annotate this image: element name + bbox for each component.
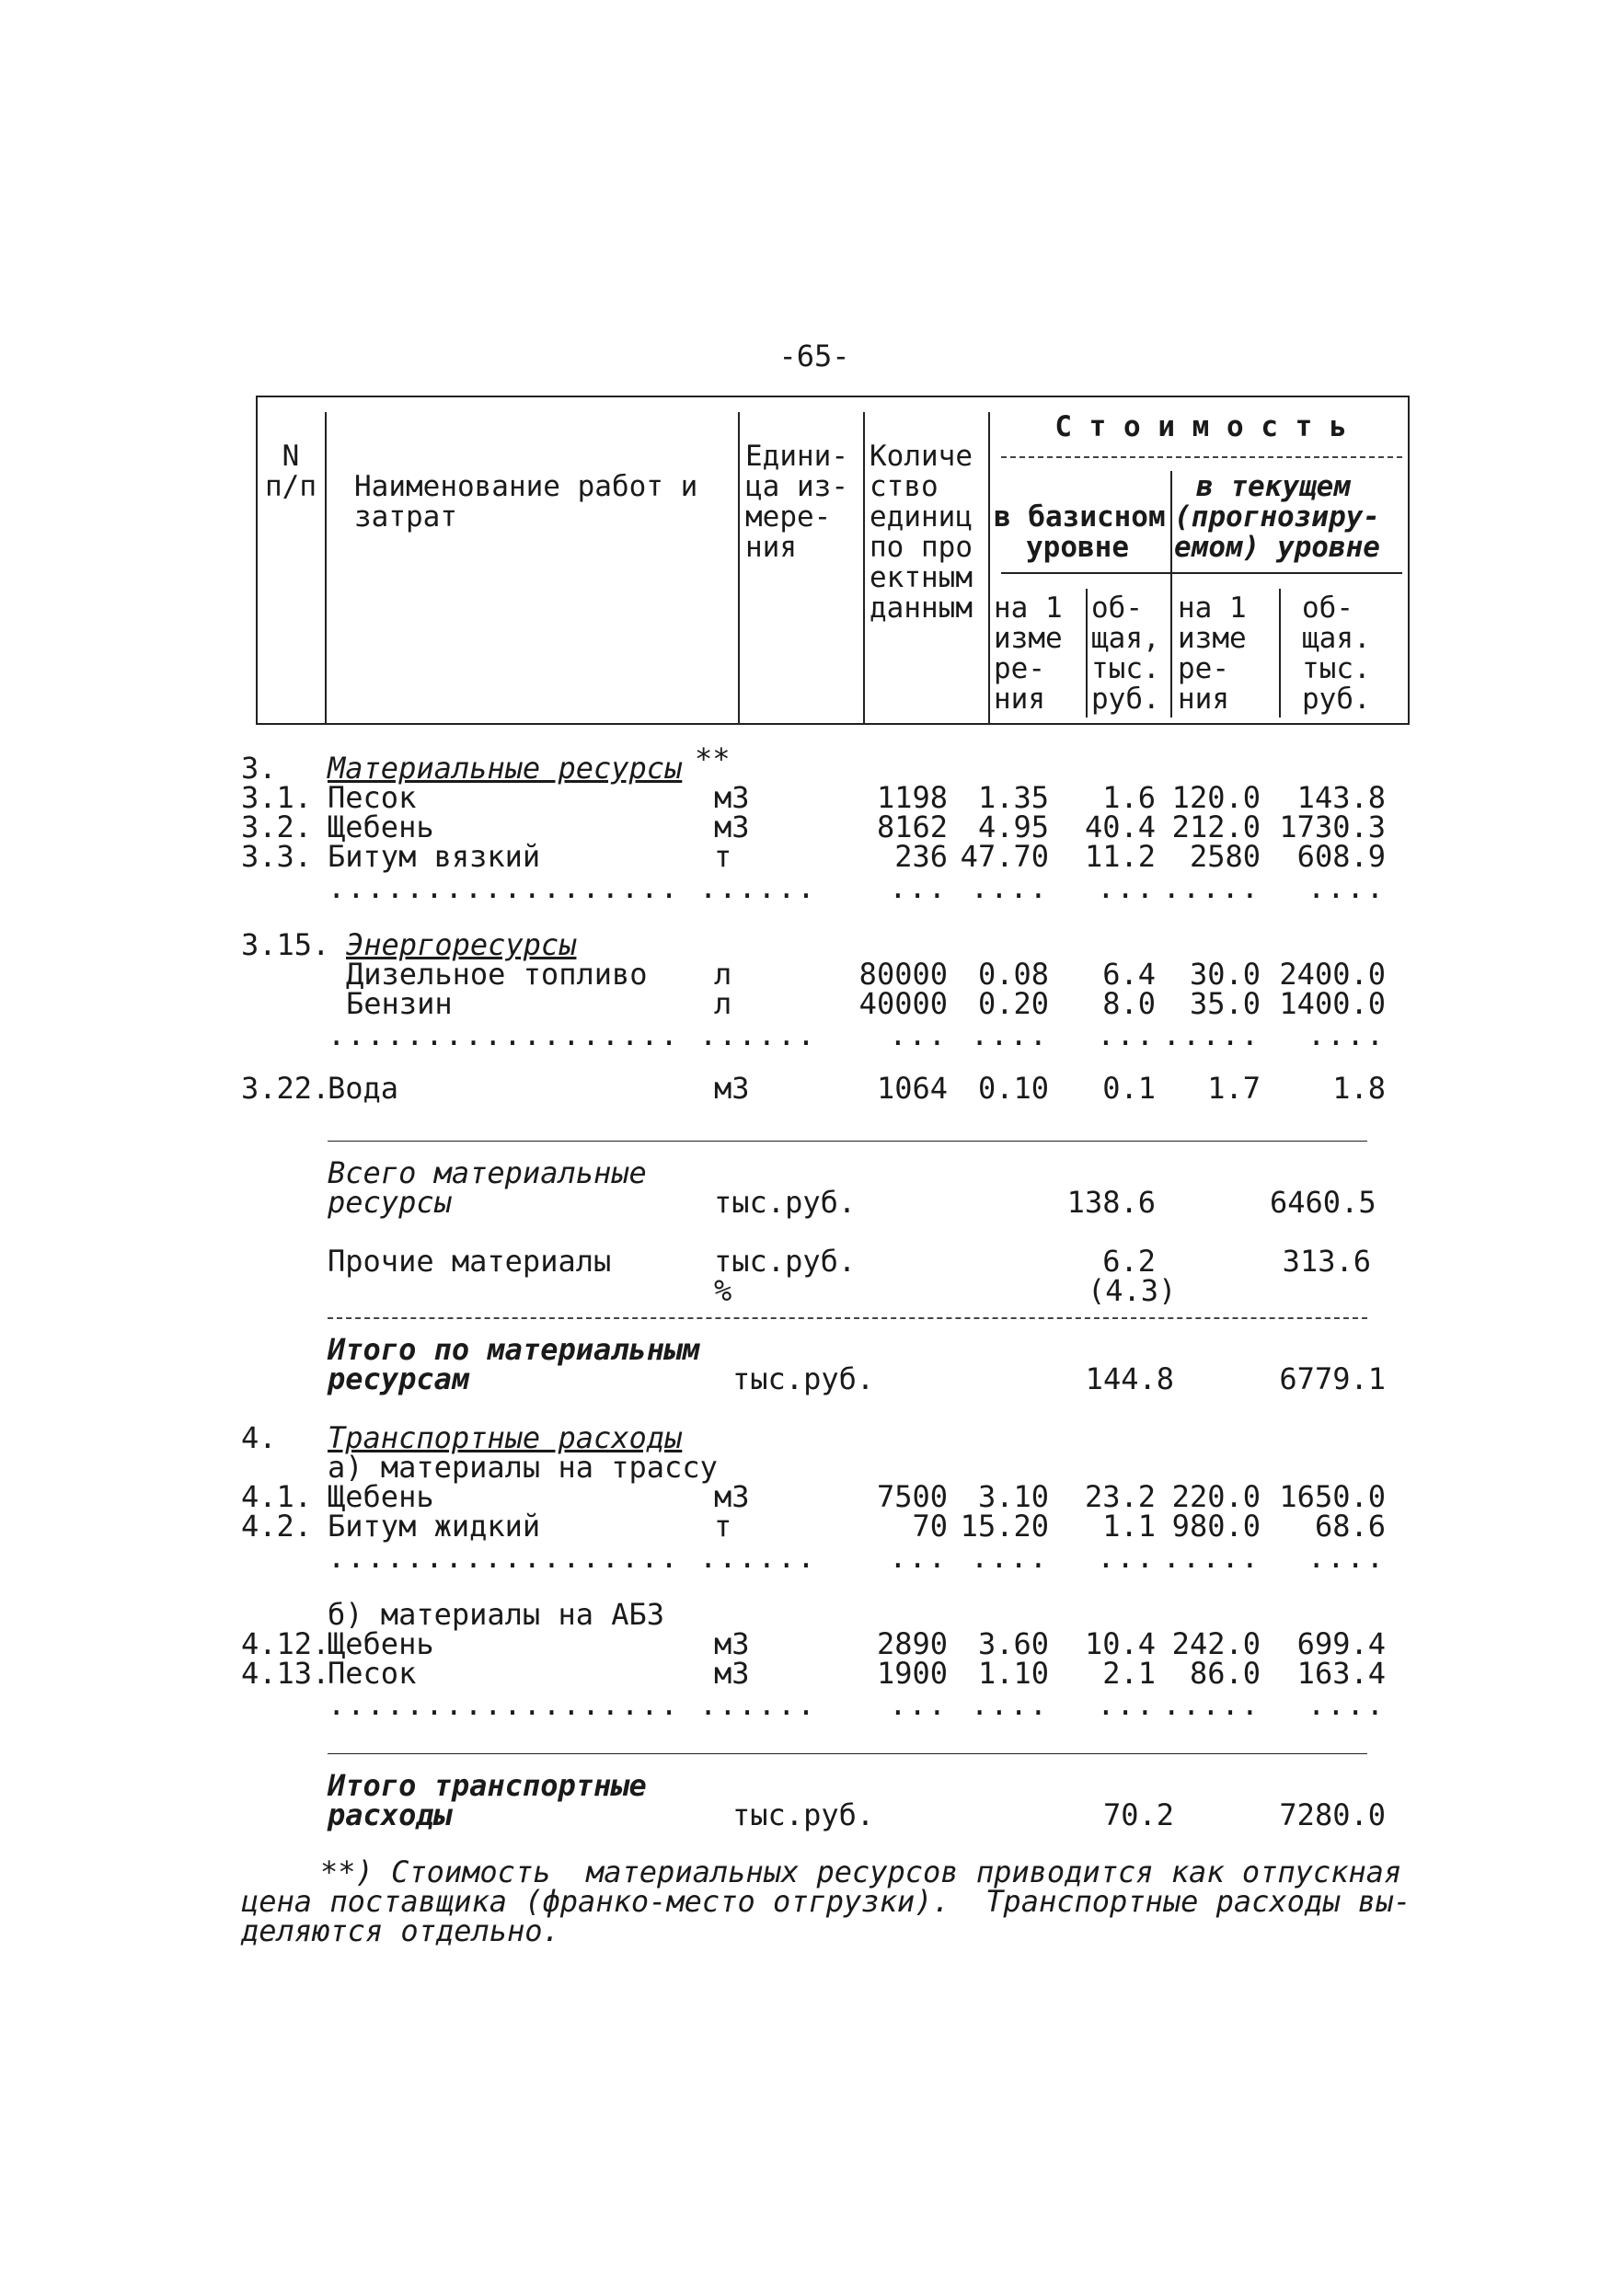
dots-qty: ...	[889, 1540, 948, 1575]
row-total-cur: 143.8	[1296, 780, 1386, 815]
row-price-base: 0.10	[977, 1071, 1049, 1106]
hdr-cur-1: в текущем	[1196, 470, 1351, 503]
hdr-num-1: N	[282, 440, 300, 473]
row-unit: м3	[714, 1071, 750, 1106]
itogo-transport-label-1: Итого транспортные	[328, 1768, 647, 1803]
itogo-materials-base: 144.8	[1085, 1361, 1174, 1396]
row-num: 3.	[241, 751, 277, 786]
row-unit: **	[695, 741, 731, 776]
dots-t2: ....	[1307, 1540, 1386, 1575]
col-divider	[1170, 471, 1172, 718]
row-total-base: 11.2	[1084, 839, 1156, 874]
hdr-qty-2: ство	[870, 470, 939, 503]
col-divider	[1279, 589, 1281, 718]
divider	[328, 1753, 1367, 1754]
row-total-base: 23.2	[1084, 1479, 1156, 1514]
row-price-base: 1.10	[977, 1656, 1049, 1691]
row-divider	[1001, 572, 1402, 574]
itogo-materials-label-1: Итого по материальным	[328, 1332, 700, 1367]
dots-t1: ...	[1097, 1017, 1156, 1052]
row-unit: т	[714, 839, 732, 874]
divider	[328, 1317, 1367, 1319]
row-total-cur: 1400.0	[1279, 986, 1386, 1021]
dots-unit: ......	[699, 1540, 817, 1575]
itogo-transport-unit: тыс.руб.	[732, 1797, 875, 1832]
hdr-unit-4: ния	[745, 531, 797, 564]
row-qty: 40000	[858, 986, 948, 1021]
hdr-p1-1: на 1	[994, 591, 1063, 625]
transport-num: 4.	[241, 1420, 277, 1455]
row-name: Материальные ресурсы	[328, 751, 683, 786]
dots-p1: ....	[970, 1687, 1049, 1722]
col-divider	[988, 412, 990, 723]
hdr-p1-2: изме	[994, 622, 1063, 655]
row-total-cur: 2400.0	[1279, 957, 1386, 992]
col-divider	[325, 412, 327, 723]
other-materials-unit: тыс.руб.	[714, 1244, 857, 1279]
hdr-t1-1: об-	[1091, 591, 1143, 625]
row-name: Дизельное топливо	[346, 957, 648, 992]
row-qty: 1064	[876, 1071, 948, 1106]
row-price-cur: 86.0	[1189, 1656, 1261, 1691]
row-qty: 70	[912, 1509, 948, 1544]
dots-p1: ....	[970, 1017, 1049, 1052]
total-materials-label-2: ресурсы	[328, 1185, 452, 1220]
other-materials-base: 6.2	[1102, 1244, 1156, 1279]
col-divider	[1086, 589, 1088, 718]
row-price-cur: 220.0	[1171, 1479, 1261, 1514]
hdr-p2-3: ре-	[1178, 652, 1229, 685]
row-qty: 2890	[876, 1626, 948, 1661]
row-unit: м3	[714, 1626, 750, 1661]
transport-sub-a: а) материалы на трассу	[328, 1450, 718, 1485]
row-unit: т	[714, 1509, 732, 1544]
hdr-unit-2: ца из-	[745, 470, 848, 503]
footnote-line-1: **) Стоимость материальных ресурсов приводится как отпускная	[320, 1854, 1402, 1889]
col-divider	[863, 412, 865, 723]
hdr-t1-3: тыс.	[1091, 652, 1160, 685]
other-materials-label: Прочие материалы	[328, 1244, 612, 1279]
hdr-base-1: в базисном	[994, 500, 1166, 534]
dots-name: ..................	[328, 1687, 680, 1722]
row-price-cur: 35.0	[1189, 986, 1261, 1021]
row-total-base: 10.4	[1084, 1626, 1156, 1661]
other-materials-pct-unit: %	[714, 1273, 732, 1308]
dots-unit: ......	[699, 1687, 817, 1722]
row-price-base: 3.10	[977, 1479, 1049, 1514]
row-total-base: 8.0	[1102, 986, 1156, 1021]
hdr-t2-2: щая.	[1302, 622, 1371, 655]
hdr-cur-3: емом) уровне	[1174, 531, 1380, 564]
hdr-p2-1: на 1	[1178, 591, 1247, 625]
row-total-base: 0.1	[1102, 1071, 1156, 1106]
row-unit: м3	[714, 780, 750, 815]
row-price-base: 3.60	[977, 1626, 1049, 1661]
row-unit: м3	[714, 809, 750, 844]
row-price-cur: 980.0	[1171, 1509, 1261, 1544]
dots-p2: .....	[1162, 1017, 1261, 1052]
dots-t2: ....	[1307, 870, 1386, 905]
dots-qty: ...	[889, 1017, 948, 1052]
itogo-materials-unit: тыс.руб.	[732, 1361, 875, 1396]
row-price-cur: 1.7	[1207, 1071, 1261, 1106]
hdr-p2-4: ния	[1178, 683, 1229, 716]
row-price-cur: 242.0	[1171, 1626, 1261, 1661]
row-name: Битум вязкий	[328, 839, 541, 874]
hdr-base-2: уровне	[1026, 531, 1129, 564]
row-num: 3.1.	[241, 780, 313, 815]
row-total-cur: 1650.0	[1279, 1479, 1386, 1514]
row-price-base: 4.95	[977, 809, 1049, 844]
dots-name: ..................	[328, 1017, 680, 1052]
dots-t1: ...	[1097, 1687, 1156, 1722]
dots-p1: ....	[970, 870, 1049, 905]
dots-qty: ...	[889, 1687, 948, 1722]
hdr-name-1: Наименование работ и	[354, 470, 698, 503]
header-top-border	[256, 396, 1410, 397]
row-name: Щебень	[328, 1626, 434, 1661]
hdr-qty-5: ектным	[870, 561, 973, 594]
hdr-num-2: п/п	[265, 470, 317, 503]
row-qty: 80000	[858, 957, 948, 992]
divider	[328, 1141, 1367, 1142]
itogo-transport-base: 70.2	[1102, 1797, 1174, 1832]
row-price-cur: 2580	[1189, 839, 1261, 874]
row-total-cur: 608.9	[1296, 839, 1386, 874]
transport-sub-b: б) материалы на АБЗ	[328, 1597, 665, 1632]
itogo-transport-cur: 7280.0	[1279, 1797, 1386, 1832]
dots-p2: .....	[1162, 1687, 1261, 1722]
hdr-qty-3: единиц	[870, 500, 973, 534]
row-unit: л	[714, 986, 732, 1021]
footnote-line-2: цена поставщика (франко-место отгрузки). Транспортные расходы вы-	[241, 1884, 1411, 1919]
hdr-t1-4: руб.	[1091, 683, 1160, 716]
dots-unit: ......	[699, 1017, 817, 1052]
row-price-base: 47.70	[960, 839, 1049, 874]
row-qty: 7500	[876, 1479, 948, 1514]
row-price-base: 0.20	[977, 986, 1049, 1021]
row-num: 4.12.	[241, 1626, 330, 1661]
row-name: Бензин	[346, 986, 453, 1021]
dots-p2: .....	[1162, 1540, 1261, 1575]
hdr-cur-2: (прогнозиру-	[1174, 500, 1380, 534]
dots-unit: ......	[699, 870, 817, 905]
row-total-base: 40.4	[1084, 809, 1156, 844]
hdr-t2-1: об-	[1302, 591, 1353, 625]
transport-title: Транспортные расходы	[328, 1420, 683, 1455]
total-materials-unit: тыс.руб.	[714, 1185, 857, 1220]
other-materials-cur: 313.6	[1282, 1244, 1371, 1279]
dots-p2: .....	[1162, 870, 1261, 905]
row-total-base: 6.4	[1102, 957, 1156, 992]
dots-name: ..................	[328, 1540, 680, 1575]
hdr-p2-2: изме	[1178, 622, 1247, 655]
dots-p1: ....	[970, 1540, 1049, 1575]
row-name: Вода	[328, 1071, 399, 1106]
row-unit: м3	[714, 1479, 750, 1514]
total-materials-label-1: Всего материальные	[328, 1155, 647, 1190]
total-materials-cur: 6460.5	[1270, 1185, 1376, 1220]
row-qty: 1198	[876, 780, 948, 815]
dots-qty: ...	[889, 870, 948, 905]
hdr-unit-1: Едини-	[745, 440, 848, 473]
row-price-base: 0.08	[977, 957, 1049, 992]
hdr-unit-3: мере-	[745, 500, 832, 534]
itogo-transport-label-2: расходы	[328, 1797, 452, 1832]
hdr-t1-2: щая,	[1091, 622, 1160, 655]
col-divider	[738, 412, 740, 723]
other-materials-pct: (4.3)	[1088, 1273, 1177, 1308]
row-divider	[1001, 456, 1402, 458]
hdr-qty-1: Количе	[870, 440, 973, 473]
row-unit: л	[714, 957, 732, 992]
row-qty: 8162	[876, 809, 948, 844]
row-name: Щебень	[328, 809, 434, 844]
itogo-materials-label-2: ресурсам	[328, 1361, 470, 1396]
hdr-cost-title: С т о и м о с т ь	[1054, 410, 1347, 443]
hdr-t2-3: тыс.	[1302, 652, 1371, 685]
dots-name: ..................	[328, 870, 680, 905]
row-num: 4.13.	[241, 1656, 330, 1691]
row-name: Песок	[328, 1656, 417, 1691]
row-total-base: 1.6	[1102, 780, 1156, 815]
header-bottom-border	[256, 723, 1410, 725]
row-price-base: 15.20	[960, 1509, 1049, 1544]
row-name: Щебень	[328, 1479, 434, 1514]
footnote-line-3: деляются отдельно.	[241, 1913, 560, 1948]
row-name: Битум жидкий	[328, 1509, 541, 1544]
hdr-p1-4: ния	[994, 683, 1045, 716]
row-price-cur: 30.0	[1189, 957, 1261, 992]
row-num: 4.2.	[241, 1509, 313, 1544]
hdr-qty-4: по про	[870, 531, 973, 564]
row-total-base: 1.1	[1102, 1509, 1156, 1544]
row-total-cur: 163.4	[1296, 1656, 1386, 1691]
hdr-t2-4: руб.	[1302, 683, 1371, 716]
hdr-qty-6: данным	[870, 591, 973, 625]
row-name: Энергоресурсы	[346, 927, 577, 962]
row-total-cur: 699.4	[1296, 1626, 1386, 1661]
dots-t2: ....	[1307, 1017, 1386, 1052]
row-num: 4.1.	[241, 1479, 313, 1514]
row-name: Песок	[328, 780, 417, 815]
hdr-p1-3: ре-	[994, 652, 1045, 685]
row-num: 3.2.	[241, 809, 313, 844]
row-num: 3.3.	[241, 839, 313, 874]
row-num: 3.15.	[241, 927, 330, 962]
dots-t1: ...	[1097, 1540, 1156, 1575]
row-num: 3.22.	[241, 1071, 330, 1106]
row-total-cur: 68.6	[1314, 1509, 1386, 1544]
page-number: -65-	[778, 339, 850, 373]
row-qty: 236	[894, 839, 948, 874]
dots-t1: ...	[1097, 870, 1156, 905]
row-total-base: 2.1	[1102, 1656, 1156, 1691]
row-price-cur: 120.0	[1171, 780, 1261, 815]
row-total-cur: 1730.3	[1279, 809, 1386, 844]
row-price-base: 1.35	[977, 780, 1049, 815]
header-right-border	[1408, 396, 1410, 725]
row-total-cur: 1.8	[1332, 1071, 1386, 1106]
row-qty: 1900	[876, 1656, 948, 1691]
row-unit: м3	[714, 1656, 750, 1691]
dots-t2: ....	[1307, 1687, 1386, 1722]
total-materials-base: 138.6	[1066, 1185, 1156, 1220]
hdr-name-2: затрат	[354, 500, 457, 534]
row-price-cur: 212.0	[1171, 809, 1261, 844]
itogo-materials-cur: 6779.1	[1279, 1361, 1386, 1396]
